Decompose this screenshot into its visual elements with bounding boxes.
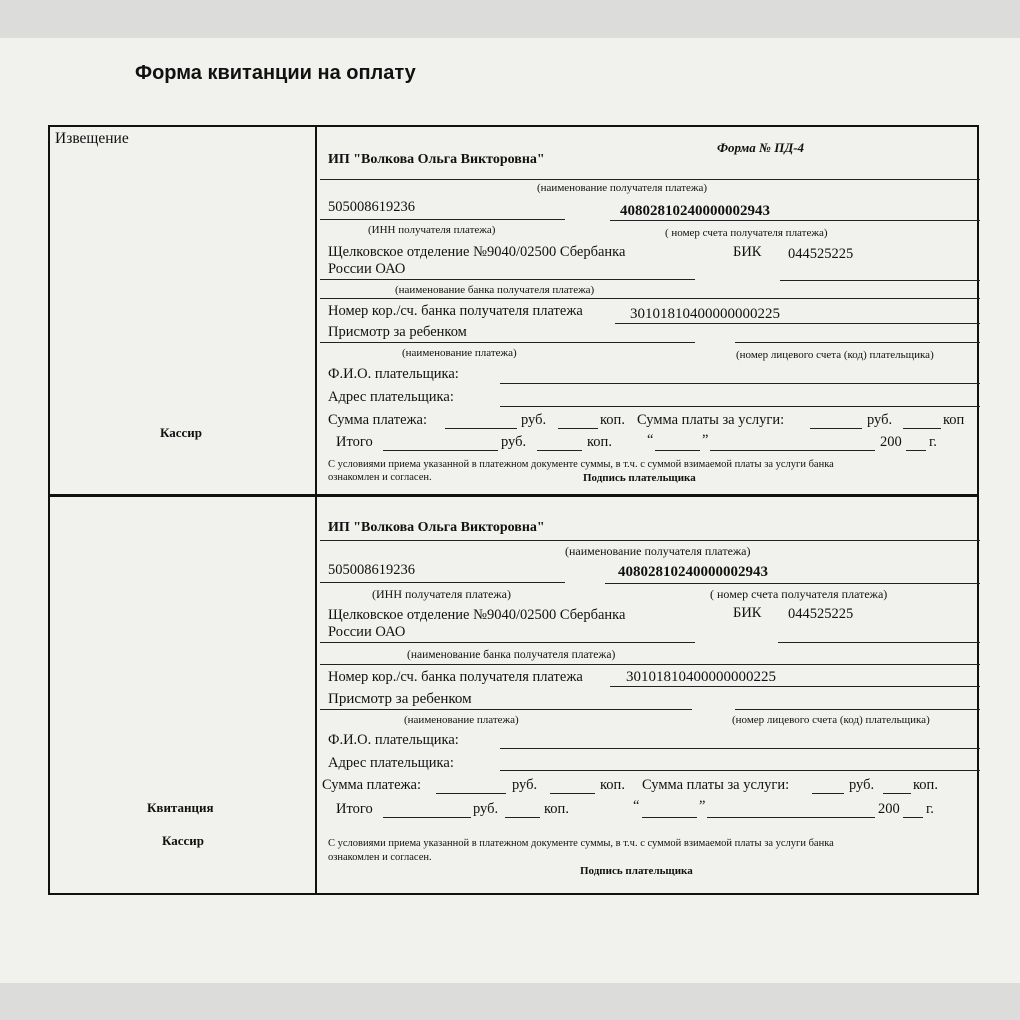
rule [605, 583, 980, 584]
amount-label: Сумма платежа: [322, 777, 421, 793]
rule [320, 582, 565, 583]
total-label: Итого [336, 801, 373, 817]
rule [655, 450, 700, 451]
rule [550, 793, 595, 794]
kop-label: коп. [600, 777, 625, 793]
date-close-quote: ” [699, 798, 706, 814]
payment-form [48, 125, 979, 895]
year-value: 200 [880, 434, 902, 450]
rule [707, 817, 875, 818]
rule [436, 793, 506, 794]
personal-account-caption: (номер лицевого счета (код) плательщика) [732, 714, 930, 726]
amount-label: Сумма платежа: [328, 412, 427, 428]
recipient-name: ИП "Волкова Ольга Викторовна" [328, 152, 545, 167]
corr-account-value: 30101810400000000225 [630, 306, 780, 322]
date-open-quote: “ [647, 432, 654, 448]
inn-caption: (ИНН получателя платежа) [372, 587, 511, 601]
rule [320, 709, 692, 710]
rule [383, 450, 498, 451]
bik-value: 044525225 [788, 246, 854, 262]
rule [320, 179, 980, 180]
rule [445, 428, 517, 429]
rule [903, 428, 941, 429]
recipient-caption: (наименование получателя платежа) [565, 544, 751, 558]
bank-caption: (наименование банка получателя платежа) [395, 284, 595, 296]
date-close-quote: ” [702, 432, 709, 448]
rule [383, 817, 471, 818]
corr-account-value: 30101810400000000225 [626, 669, 776, 685]
rule [735, 342, 980, 343]
kop-label: коп. [587, 434, 612, 450]
section-divider [50, 494, 977, 497]
rule [710, 450, 875, 451]
payer-address-label: Адрес плательщика: [328, 389, 454, 405]
service-fee-label: Сумма платы за услуги: [642, 777, 790, 793]
bank-name-line1: Щелковское отделение №9040/02500 Сбербанка [328, 607, 626, 623]
bik-label: БИК [733, 244, 762, 260]
payer-address-line [500, 770, 980, 771]
payer-name-line [500, 383, 980, 384]
rule [537, 450, 582, 451]
rule [903, 817, 923, 818]
corr-account-label: Номер кор./сч. банка получателя платежа [328, 303, 583, 319]
rule [642, 817, 697, 818]
rule [610, 686, 980, 687]
recipient-inn: 505008619236 [328, 199, 415, 215]
cashier-label: Кассир [162, 833, 205, 848]
purpose-caption: (наименование платежа) [404, 714, 519, 726]
consent-text-line2: ознакомлен и согласен. [328, 852, 432, 863]
page-title: Форма квитанции на оплату [135, 62, 416, 84]
rule [778, 642, 980, 643]
year-suffix: г. [929, 434, 937, 450]
signature-caption: Подпись плательщика [580, 865, 693, 877]
inn-caption: (ИНН получателя платежа) [368, 224, 496, 236]
rule [320, 298, 980, 299]
account-caption: ( номер счета получателя платежа) [665, 227, 828, 239]
kop-label: коп. [600, 412, 625, 428]
bank-name-line2: России ОАО [328, 261, 406, 277]
recipient-account: 40802810240000002943 [618, 564, 768, 580]
rule [320, 540, 980, 541]
payment-purpose: Присмотр за ребенком [328, 691, 472, 707]
rub-label: руб. [867, 412, 893, 428]
rule [505, 817, 540, 818]
payment-purpose: Присмотр за ребенком [328, 324, 467, 340]
bank-name-line1: Щелковское отделение №9040/02500 Сбербанка [328, 244, 626, 260]
payer-name-line [500, 748, 980, 749]
service-fee-label: Сумма платы за услуги: [637, 412, 785, 428]
personal-account-caption: (номер лицевого счета (код) плательщика) [736, 349, 934, 361]
payer-name-label: Ф.И.О. плательщика: [328, 732, 459, 748]
rub-label: руб. [512, 777, 538, 793]
kop-label: коп. [544, 801, 569, 817]
purpose-caption: (наименование платежа) [402, 347, 517, 359]
kop-label: коп. [913, 777, 938, 793]
rub-label: руб. [849, 777, 875, 793]
cashier-label: Кассир [160, 425, 203, 440]
bank-name-line2: России ОАО [328, 624, 406, 640]
rule [320, 342, 695, 343]
rule [780, 280, 980, 281]
total-label: Итого [336, 434, 373, 450]
rule [812, 793, 844, 794]
rule [810, 428, 862, 429]
signature-caption: Подпись плательщика [583, 472, 696, 484]
rub-label: руб. [521, 412, 547, 428]
rule [320, 219, 565, 220]
payer-address-line [500, 406, 980, 407]
rule [320, 642, 695, 643]
receipt-label: Квитанция [147, 800, 214, 815]
rule [906, 450, 926, 451]
consent-text-line1: С условиями приема указанной в платежном документе суммы, в т.ч. с суммой взимаемой платы за услуги банка [328, 459, 834, 470]
rule [610, 220, 980, 221]
rule [883, 793, 911, 794]
rule [558, 428, 598, 429]
kop-label: коп [943, 412, 965, 428]
notice-label: Извещение [55, 130, 129, 147]
bik-label: БИК [733, 605, 762, 621]
rub-label: руб. [473, 801, 499, 817]
account-caption: ( номер счета получателя платежа) [710, 587, 888, 601]
recipient-caption: (наименование получателя платежа) [537, 182, 708, 194]
recipient-name: ИП "Волкова Ольга Викторовна" [328, 520, 545, 535]
rule [735, 709, 980, 710]
bik-value: 044525225 [788, 606, 854, 622]
rule [320, 279, 695, 280]
payer-name-label: Ф.И.О. плательщика: [328, 366, 459, 382]
corr-account-label: Номер кор./сч. банка получателя платежа [328, 669, 583, 685]
rub-label: руб. [501, 434, 527, 450]
date-open-quote: “ [633, 798, 640, 814]
recipient-inn: 505008619236 [328, 562, 415, 578]
consent-text-line2: ознакомлен и согласен. [328, 472, 432, 483]
year-value: 200 [878, 801, 900, 817]
form-number: Форма № ПД-4 [717, 140, 805, 155]
payer-address-label: Адрес плательщика: [328, 755, 454, 771]
year-suffix: г. [926, 801, 934, 817]
consent-text-line1: С условиями приема указанной в платежном документе суммы, в т.ч. с суммой взимаемой платы за услуги банка [328, 838, 834, 849]
bank-caption: (наименование банка получателя платежа) [407, 649, 616, 661]
recipient-account: 40802810240000002943 [620, 203, 770, 219]
rule [615, 323, 980, 324]
rule [320, 664, 980, 665]
